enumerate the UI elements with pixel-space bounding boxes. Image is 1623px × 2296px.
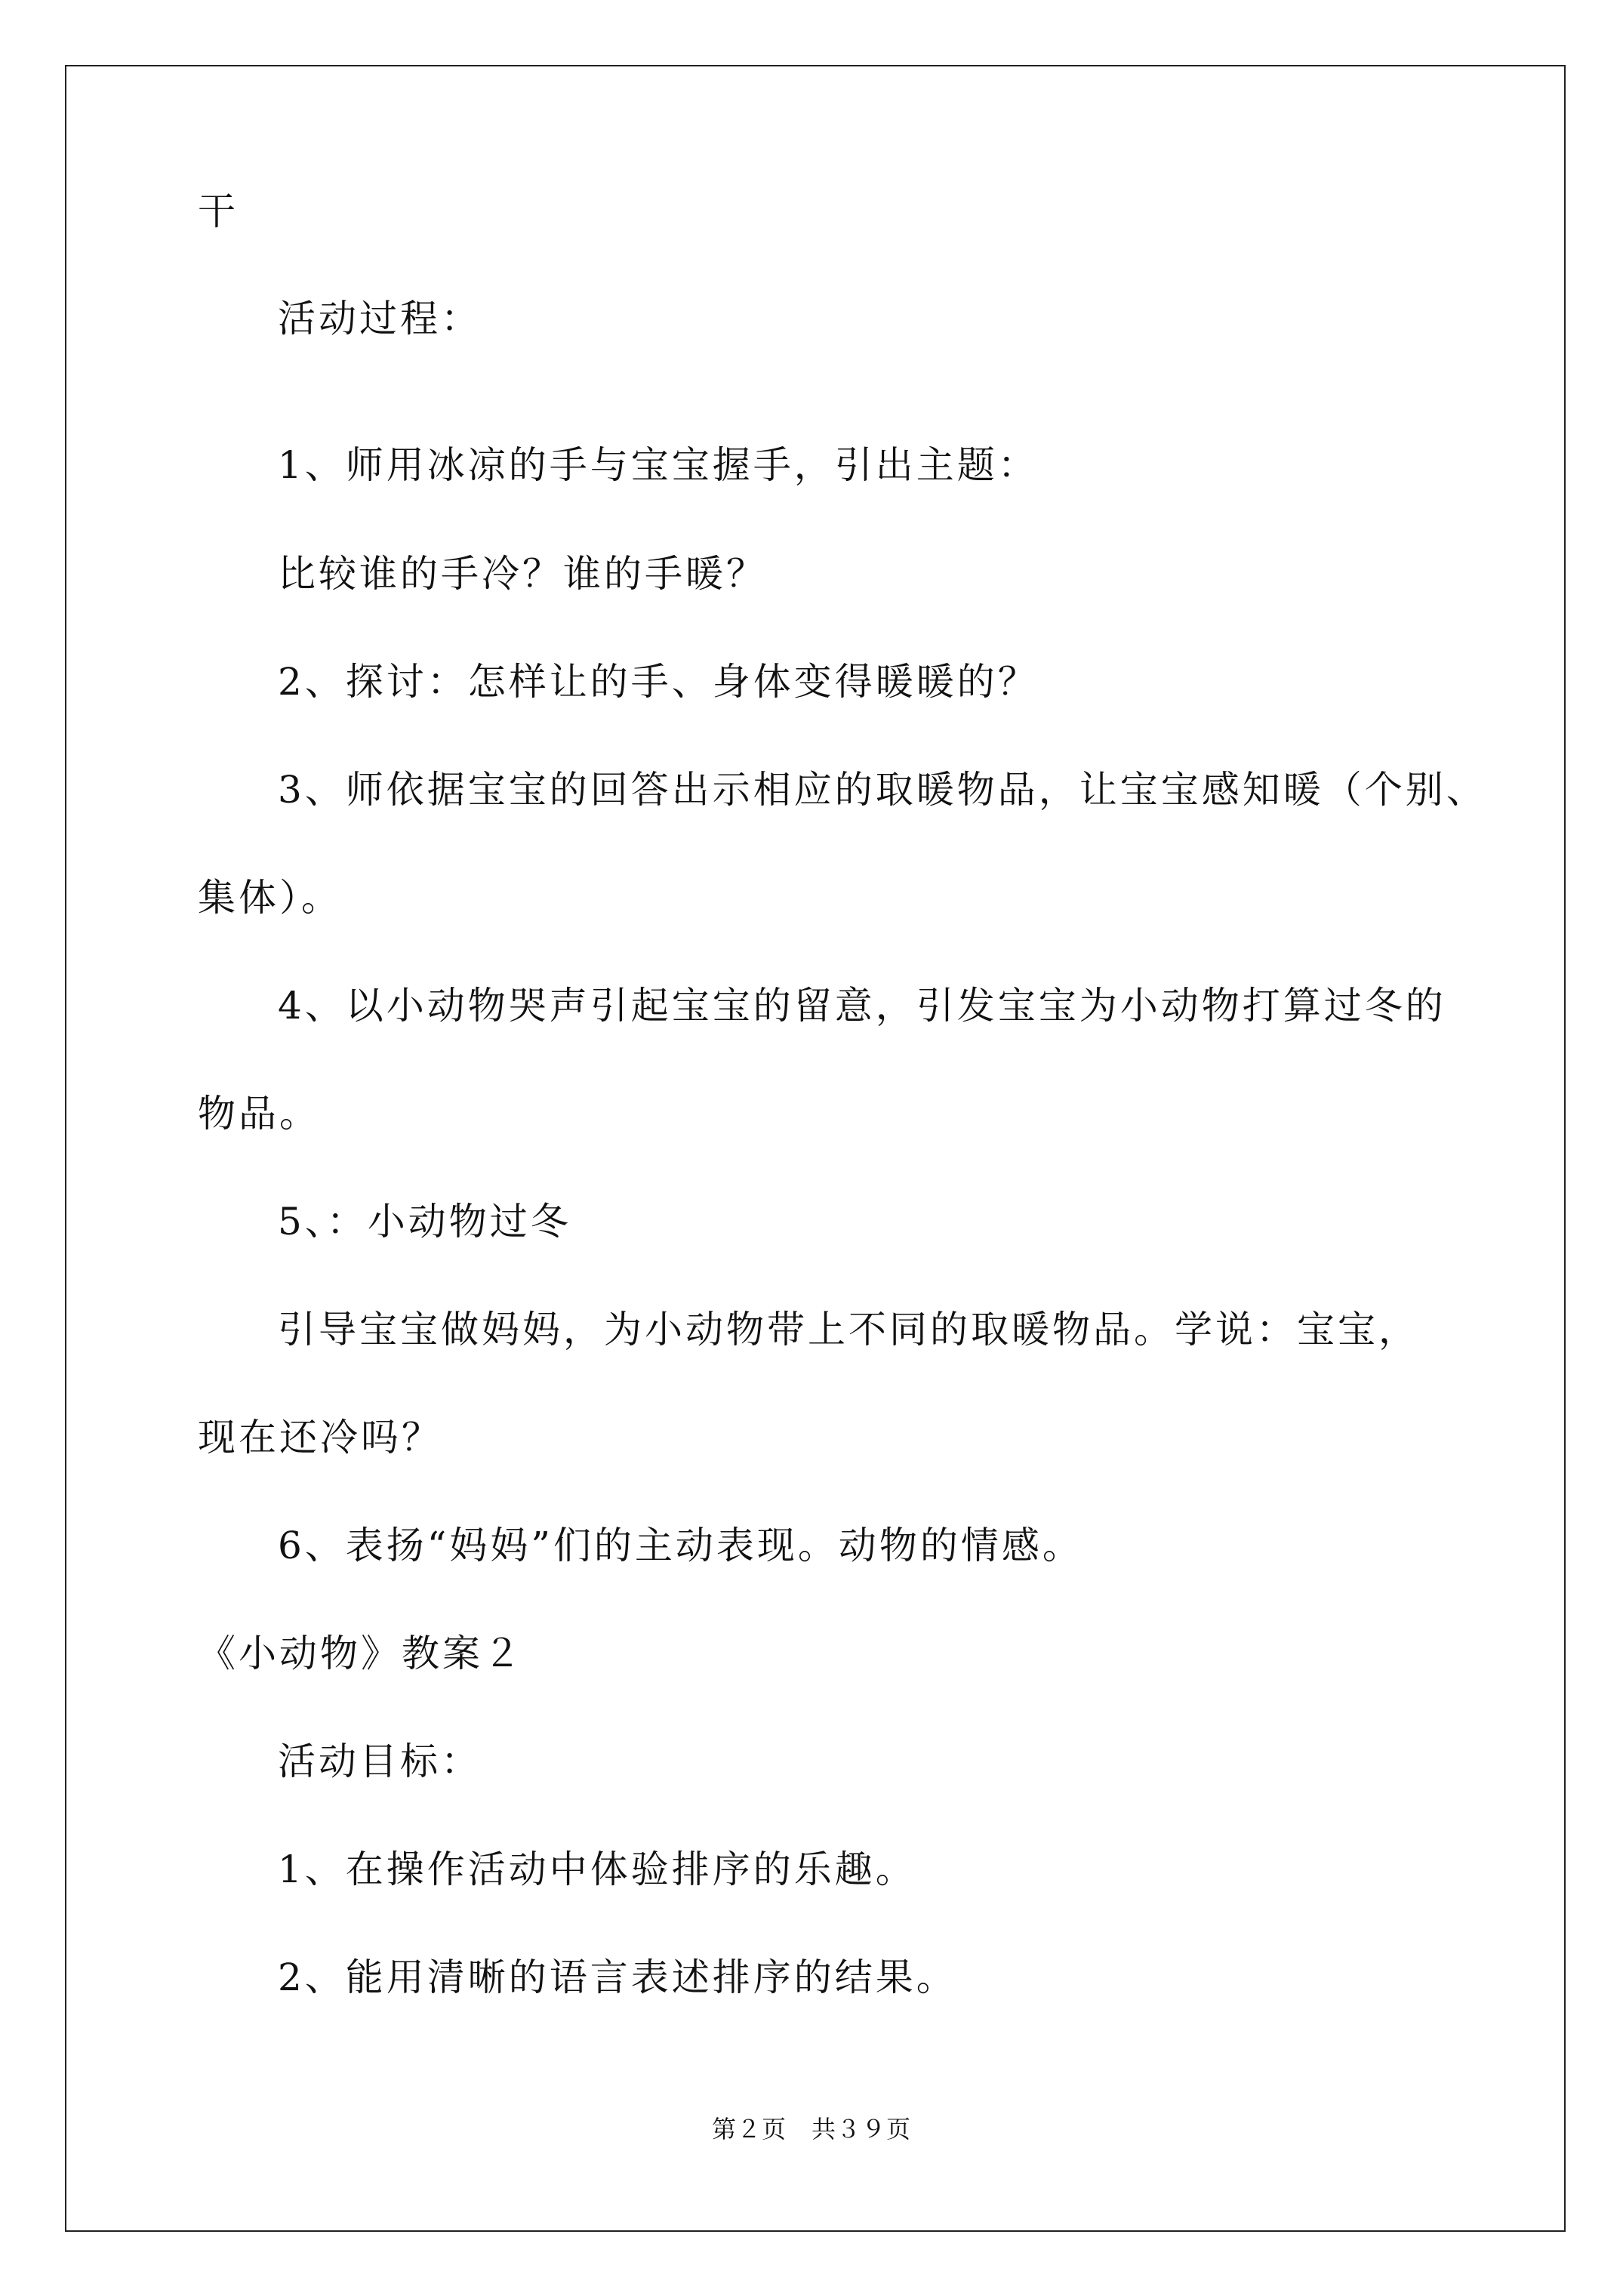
page-frame — [65, 65, 1566, 2232]
page-number-footer: 第２页 共３９页 — [711, 2115, 911, 2143]
document-title: 《小动物》教案２ — [198, 1632, 524, 1675]
text-line: 4、以小动物哭声引起宝宝的留意，引发宝宝为小动物打算过冬的 — [278, 984, 1446, 1028]
text-line: 6、表扬“妈妈”们的主动表现。动物的情感。 — [278, 1524, 1083, 1567]
text-line: 1、在操作活动中体验排序的乐趣。 — [278, 1848, 916, 1891]
section-heading: 活动过程： — [278, 297, 482, 341]
text-line: 引导宝宝做妈妈，为小动物带上不同的取暖物品。学说：宝宝， — [278, 1308, 1419, 1351]
text-line: 2、探讨：怎样让的手、身体变得暖暖的？ — [278, 660, 1039, 704]
text-line: 集体）。 — [198, 876, 342, 920]
text-line: 干 — [198, 190, 239, 233]
text-line: 现在还冷吗？ — [198, 1416, 442, 1459]
text-line: 物品。 — [198, 1092, 320, 1136]
text-line: 1、师用冰凉的手与宝宝握手，引出主题： — [278, 443, 1039, 487]
text-line: 2、能用清晰的语言表述排序的结果。 — [278, 1955, 957, 1999]
text-line: 比较谁的手冷？谁的手暖？ — [278, 552, 767, 596]
text-line: 5、：小动物过冬 — [278, 1200, 571, 1244]
section-heading: 活动目标： — [278, 1740, 482, 1783]
text-line: 3、师依据宝宝的回答出示相应的取暖物品，让宝宝感知暖（个别、 — [278, 768, 1487, 812]
